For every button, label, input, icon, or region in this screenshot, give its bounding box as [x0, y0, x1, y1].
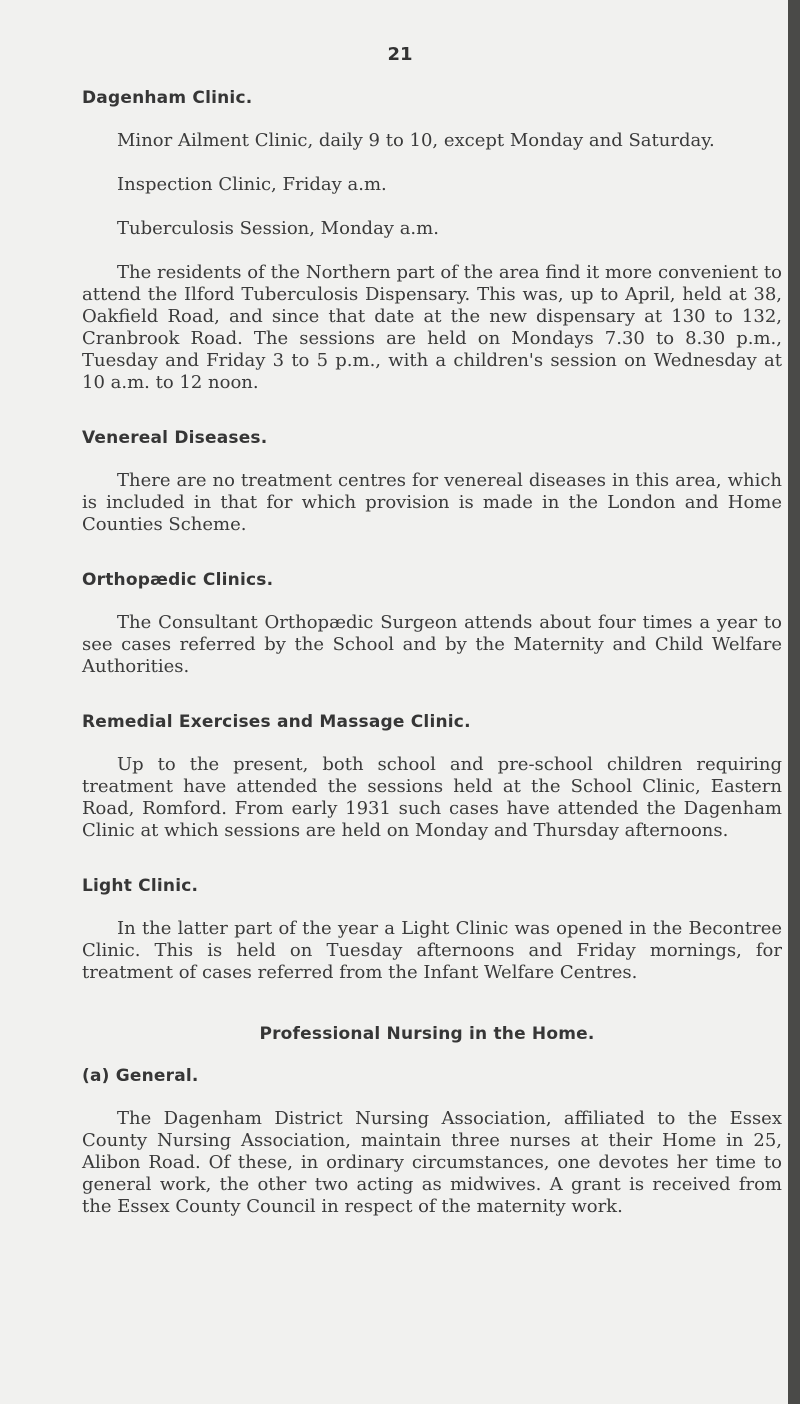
inspection-clinic-text: Inspection Clinic, Friday a.m. [117, 174, 387, 195]
page-edge [788, 0, 800, 1404]
subheading-general: (a) General. [82, 1066, 199, 1086]
heading-professional-nursing: Professional Nursing in the Home. [259, 1024, 595, 1044]
heading-remedial-exercises: Remedial Exercises and Massage Clinic. [82, 712, 471, 732]
venereal-paragraph: There are no treatment centres for venereal diseases in this area, which is included in that for which provision is made in the London and Home Counties Scheme. [82, 470, 782, 535]
tuberculosis-session-text: Tuberculosis Session, Monday a.m. [117, 218, 439, 239]
page-content [82, 88, 782, 1218]
page-number: 21 [387, 44, 413, 65]
orthopaedic-paragraph: The Consultant Orthopædic Surgeon attends about four times a year to see cases referred by the School and by the Maternity and Child Welfare Authorities. [82, 612, 782, 677]
dagenham-paragraph: The residents of the Northern part of the area find it more convenient to attend the Ilford Tuberculosis Dispensary. This was, up to April, held at 38, Oakfield Road, and since that date at the new dispensary at 130 to 132, Cranbrook Road. The sessions are held on Mondays 7.30 to 8.30 p.m., Tuesday and Friday 3 to 5 p.m., with a children's session on Wednesday at 10 a.m. to 12 noon. [82, 262, 782, 393]
minor-ailment-clinic-text: Minor Ailment Clinic, daily 9 to 10, except Monday and Saturday. [117, 130, 715, 151]
heading-dagenham-clinic: Dagenham Clinic. [82, 88, 253, 108]
heading-light-clinic: Light Clinic. [82, 876, 199, 896]
heading-orthopaedic-clinics: Orthopædic Clinics. [82, 570, 274, 590]
nursing-paragraph: The Dagenham District Nursing Association, affiliated to the Essex County Nursing Association, maintain three nurses at their Home in 25, Alibon Road. Of these, in ordinary circumstances, one devotes her time to general work, the other two acting as midwives. A grant is received from the Essex County Council in respect of the maternity work. [82, 1108, 782, 1217]
remedial-paragraph: Up to the present, both school and pre-school children requiring treatment have attended the sessions held at the School Clinic, Eastern Road, Romford. From early 1931 such cases have attended the Dagenham Clinic at which sessions are held on Monday and Thursday afternoons. [82, 754, 782, 841]
heading-venereal-diseases: Venereal Diseases. [82, 428, 268, 448]
light-clinic-paragraph: In the latter part of the year a Light Clinic was opened in the Becontree Clinic. This is held on Tuesday afternoons and Friday mornings, for treatment of cases referred from the Infant Welfare Centres. [82, 918, 782, 983]
